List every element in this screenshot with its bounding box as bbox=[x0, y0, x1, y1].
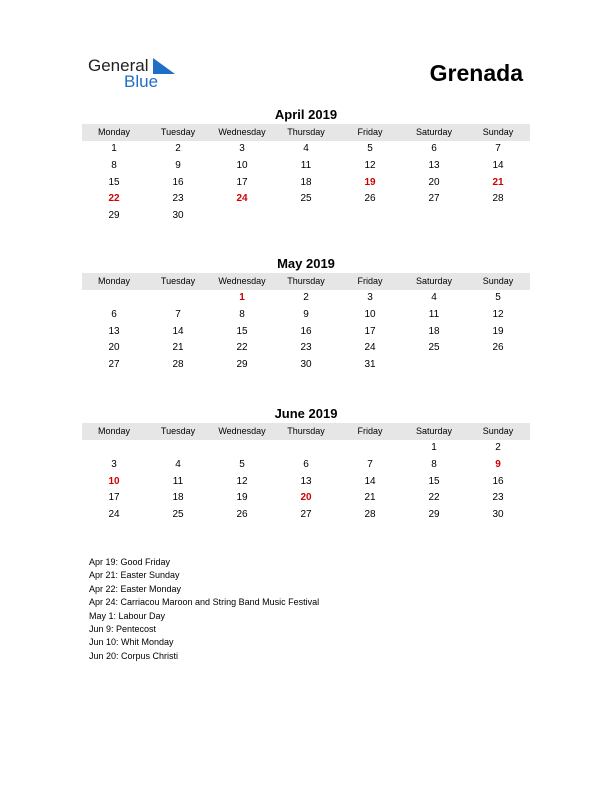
day-cell: 19 bbox=[236, 492, 248, 504]
day-cell: 23 bbox=[492, 492, 504, 504]
day-cell: 12 bbox=[492, 308, 504, 320]
day-cell: 4 bbox=[431, 292, 437, 303]
week-row bbox=[82, 141, 530, 158]
day-cell: 19 bbox=[492, 325, 504, 337]
day-cell: 21 bbox=[364, 492, 376, 504]
day-cell: 14 bbox=[492, 159, 504, 171]
day-cell: 29 bbox=[236, 359, 248, 371]
weekday-label: Wednesday bbox=[218, 276, 266, 286]
day-cell: 9 bbox=[303, 308, 309, 320]
day-cell bbox=[402, 357, 466, 374]
calendar-grid bbox=[82, 141, 530, 225]
day-cell: 1 bbox=[111, 143, 117, 154]
day-cell: 24 bbox=[364, 342, 376, 354]
day-cell: 21 bbox=[492, 176, 504, 188]
weekday-label: Saturday bbox=[415, 127, 453, 137]
day-cell: 30 bbox=[492, 509, 504, 521]
day-cell: 21 bbox=[172, 342, 184, 354]
day-cell: 26 bbox=[236, 509, 248, 521]
day-cell: 11 bbox=[300, 159, 312, 171]
weekday-label: Tuesday bbox=[160, 127, 196, 137]
day-cell: 28 bbox=[364, 509, 376, 521]
day-cell bbox=[274, 440, 338, 457]
day-cell: 10 bbox=[236, 159, 248, 171]
holiday-item: Apr 22: Easter Monday bbox=[89, 583, 182, 594]
day-cell: 16 bbox=[492, 475, 504, 487]
day-cell: 27 bbox=[108, 359, 120, 371]
day-cell: 26 bbox=[492, 342, 504, 354]
day-cell: 16 bbox=[172, 176, 184, 188]
day-cell: 15 bbox=[236, 325, 248, 337]
month-june bbox=[82, 405, 530, 524]
weekday-label: Monday bbox=[97, 127, 131, 137]
week-row bbox=[82, 191, 530, 208]
day-cell: 22 bbox=[236, 342, 248, 354]
day-cell: 13 bbox=[300, 475, 312, 487]
holiday-item: Jun 20: Corpus Christi bbox=[89, 650, 179, 661]
day-cell bbox=[82, 440, 146, 457]
day-cell: 25 bbox=[300, 193, 312, 205]
day-cell: 10 bbox=[364, 308, 376, 320]
weekday-header bbox=[82, 423, 530, 440]
weekday-label: Monday bbox=[97, 276, 131, 286]
day-cell: 6 bbox=[431, 143, 437, 154]
day-cell: 5 bbox=[367, 143, 373, 154]
weekday-label: Sunday bbox=[482, 127, 514, 137]
day-cell: 23 bbox=[172, 193, 184, 205]
day-cell: 11 bbox=[428, 308, 440, 320]
weekday-label: Wednesday bbox=[218, 426, 266, 436]
weekday-label: Tuesday bbox=[160, 426, 196, 436]
weekday-label: Saturday bbox=[415, 426, 453, 436]
week-row bbox=[82, 175, 530, 192]
day-cell bbox=[82, 290, 146, 307]
weekday-label: Sunday bbox=[482, 276, 514, 286]
weekday-label: Tuesday bbox=[160, 276, 196, 286]
day-cell: 15 bbox=[428, 475, 440, 487]
holiday-item: Jun 9: Pentecost bbox=[89, 624, 157, 635]
day-cell: 22 bbox=[108, 193, 120, 205]
day-cell: 2 bbox=[175, 143, 181, 154]
day-cell: 5 bbox=[239, 458, 245, 470]
week-row bbox=[82, 340, 530, 357]
day-cell bbox=[274, 208, 338, 225]
weekday-label: Thursday bbox=[287, 276, 325, 286]
weekday-label: Friday bbox=[357, 127, 383, 137]
day-cell: 16 bbox=[300, 325, 312, 337]
day-cell: 15 bbox=[108, 176, 120, 188]
day-cell: 11 bbox=[172, 475, 184, 487]
day-cell: 10 bbox=[108, 475, 120, 487]
day-cell: 29 bbox=[108, 210, 120, 222]
day-cell: 14 bbox=[172, 325, 184, 337]
logo-text-blue: Blue bbox=[124, 72, 159, 91]
day-cell: 29 bbox=[428, 509, 440, 521]
day-cell: 3 bbox=[111, 458, 117, 470]
day-cell bbox=[466, 208, 530, 225]
holiday-item: Apr 19: Good Friday bbox=[89, 557, 171, 567]
day-cell bbox=[210, 208, 274, 225]
day-cell bbox=[146, 290, 210, 307]
day-cell: 17 bbox=[364, 325, 376, 337]
week-row bbox=[82, 290, 530, 307]
day-cell: 27 bbox=[428, 193, 440, 205]
day-cell: 25 bbox=[428, 342, 440, 354]
day-cell: 4 bbox=[175, 458, 181, 470]
day-cell bbox=[402, 208, 466, 225]
day-cell: 30 bbox=[172, 210, 184, 222]
holiday-item: Apr 24: Carriacou Maroon and String Band Music Festival bbox=[89, 597, 320, 608]
day-cell: 1 bbox=[431, 442, 437, 453]
day-cell: 8 bbox=[111, 159, 117, 171]
calendar-grid bbox=[82, 290, 530, 374]
day-cell: 23 bbox=[300, 342, 312, 354]
day-cell: 28 bbox=[492, 193, 504, 205]
week-row bbox=[82, 357, 530, 374]
day-cell: 1 bbox=[239, 292, 245, 303]
day-cell: 2 bbox=[303, 292, 309, 303]
holiday-list bbox=[89, 556, 329, 663]
day-cell: 28 bbox=[172, 359, 184, 371]
day-cell: 4 bbox=[303, 143, 309, 154]
day-cell: 3 bbox=[367, 292, 373, 303]
day-cell: 22 bbox=[428, 492, 440, 504]
day-cell: 14 bbox=[364, 475, 376, 487]
day-cell bbox=[338, 208, 402, 225]
month-title: April 2019 bbox=[274, 107, 338, 122]
weekday-label: Friday bbox=[357, 426, 383, 436]
holiday-item: Jun 10: Whit Monday bbox=[89, 637, 174, 648]
weekday-label: Sunday bbox=[482, 426, 514, 436]
weekday-header bbox=[82, 124, 530, 141]
holiday-item: May 1: Labour Day bbox=[89, 610, 166, 621]
logo bbox=[88, 56, 198, 92]
day-cell: 3 bbox=[239, 143, 245, 154]
day-cell: 20 bbox=[300, 492, 312, 504]
country-title: Grenada bbox=[429, 60, 523, 86]
week-row bbox=[82, 490, 530, 507]
month-title: May 2019 bbox=[277, 256, 335, 271]
day-cell: 30 bbox=[300, 359, 312, 371]
day-cell: 13 bbox=[108, 325, 120, 337]
day-cell: 26 bbox=[364, 193, 376, 205]
week-row bbox=[82, 474, 530, 491]
day-cell: 7 bbox=[495, 143, 501, 154]
day-cell: 20 bbox=[108, 342, 120, 354]
day-cell: 20 bbox=[428, 176, 440, 188]
day-cell: 24 bbox=[108, 509, 120, 521]
week-row bbox=[82, 440, 530, 457]
day-cell: 24 bbox=[236, 193, 248, 205]
month-may bbox=[82, 255, 530, 374]
day-cell: 18 bbox=[300, 176, 312, 188]
calendar-grid bbox=[82, 440, 530, 524]
day-cell: 2 bbox=[495, 442, 501, 453]
day-cell: 31 bbox=[364, 359, 376, 371]
day-cell bbox=[466, 357, 530, 374]
day-cell: 19 bbox=[364, 176, 376, 188]
day-cell bbox=[146, 440, 210, 457]
day-cell: 6 bbox=[303, 458, 309, 470]
week-row bbox=[82, 507, 530, 524]
week-row bbox=[82, 324, 530, 341]
weekday-label: Monday bbox=[97, 426, 131, 436]
day-cell: 12 bbox=[364, 159, 376, 171]
day-cell bbox=[338, 440, 402, 457]
weekday-label: Wednesday bbox=[218, 127, 266, 137]
logo-text-general: General bbox=[88, 56, 149, 75]
day-cell: 8 bbox=[239, 308, 245, 320]
day-cell: 6 bbox=[111, 308, 117, 320]
weekday-label: Saturday bbox=[415, 276, 453, 286]
day-cell: 12 bbox=[236, 475, 248, 487]
day-cell: 25 bbox=[172, 509, 184, 521]
weekday-label: Friday bbox=[357, 276, 383, 286]
day-cell: 7 bbox=[175, 308, 181, 320]
weekday-header bbox=[82, 273, 530, 290]
day-cell bbox=[210, 440, 274, 457]
day-cell: 9 bbox=[175, 159, 181, 171]
day-cell: 7 bbox=[367, 458, 373, 470]
day-cell: 8 bbox=[431, 458, 437, 470]
day-cell: 13 bbox=[428, 159, 440, 171]
holiday-item: Apr 21: Easter Sunday bbox=[89, 570, 180, 581]
week-row bbox=[82, 457, 530, 474]
month-april bbox=[82, 106, 530, 225]
weekday-label: Thursday bbox=[287, 426, 325, 436]
week-row bbox=[82, 158, 530, 175]
weekday-label: Thursday bbox=[287, 127, 325, 137]
month-title: June 2019 bbox=[274, 406, 338, 421]
week-row bbox=[82, 208, 530, 225]
day-cell: 18 bbox=[172, 492, 184, 504]
week-row bbox=[82, 307, 530, 324]
day-cell: 17 bbox=[108, 492, 120, 504]
day-cell: 27 bbox=[300, 509, 312, 521]
day-cell: 5 bbox=[495, 292, 501, 303]
day-cell: 17 bbox=[236, 176, 248, 188]
day-cell: 9 bbox=[495, 458, 501, 470]
day-cell: 18 bbox=[428, 325, 440, 337]
